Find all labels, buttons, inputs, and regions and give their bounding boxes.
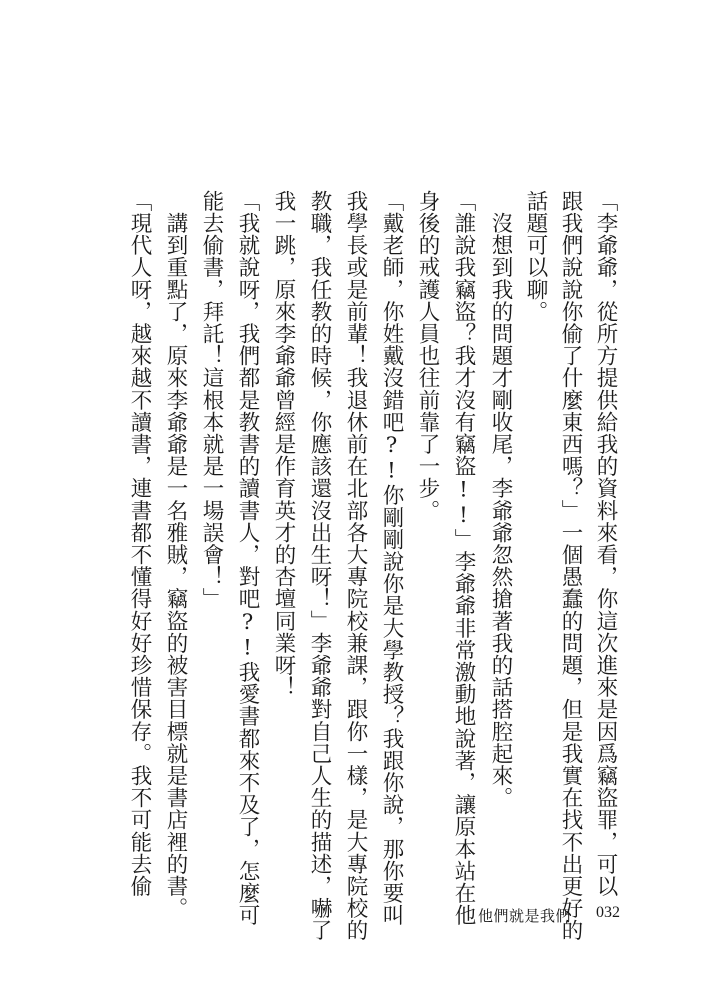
text-column-9: 教職，我任教的時候，你應該還沒出生呀！」李爺爺對自己人生的描述，嚇了 (307, 190, 332, 942)
text-column-7: 「戴老師，你姓戴沒錯吧?!你剛剛說你是大學教授？我跟你說，那你要叫 (379, 190, 404, 927)
page-number: 032 (596, 904, 620, 921)
text-column-4: 沒想到我的問題才剛收尾，李爺爺忽然搶著我的話搭腔起來。 (488, 190, 513, 809)
text-column-1: 「李爺爺，從所方提供給我的資料來看，你這次進來是因爲竊盜罪，可以 (593, 190, 618, 898)
text-column-11: 「我就說呀，我們都是教書的讀書人，對吧?!我愛書都來不及了，怎麼可 (235, 190, 260, 927)
text-column-10: 我一跳，原來李爺爺曾經是作育英才的杏壇同業呀！ (271, 190, 296, 699)
text-column-8: 我學長或是前輩！我退休前在北部各大專院校兼課，跟你一樣，是大專院校的 (343, 190, 368, 942)
text-column-12: 能去偷書，拜託！這根本就是一場誤會！」 (199, 190, 224, 610)
text-column-5: 「誰說我竊盜？我才沒有竊盜!!」李爺爺非常激動地說著，讓原本站在他 (451, 190, 476, 927)
text-column-13: 講到重點了，原來李爺爺是一名雅賊，竊盜的被害目標就是書店裡的書。 (163, 190, 188, 920)
text-column-6: 身後的戒護人員也往前靠了一步。 (415, 190, 440, 522)
text-column-3: 話題可以聊。 (523, 190, 548, 323)
text-column-2: 跟我們說說你偷了什麼東西嗎？」一個愚蠢的問題，但是我實在找不出更好的 (558, 190, 583, 942)
running-footer-title: 他們就是我們 (478, 907, 572, 925)
text-column-14: 「現代人呀，越來越不讀書，連書都不懂得好好珍惜保存。我不可能去偷 (127, 190, 152, 898)
